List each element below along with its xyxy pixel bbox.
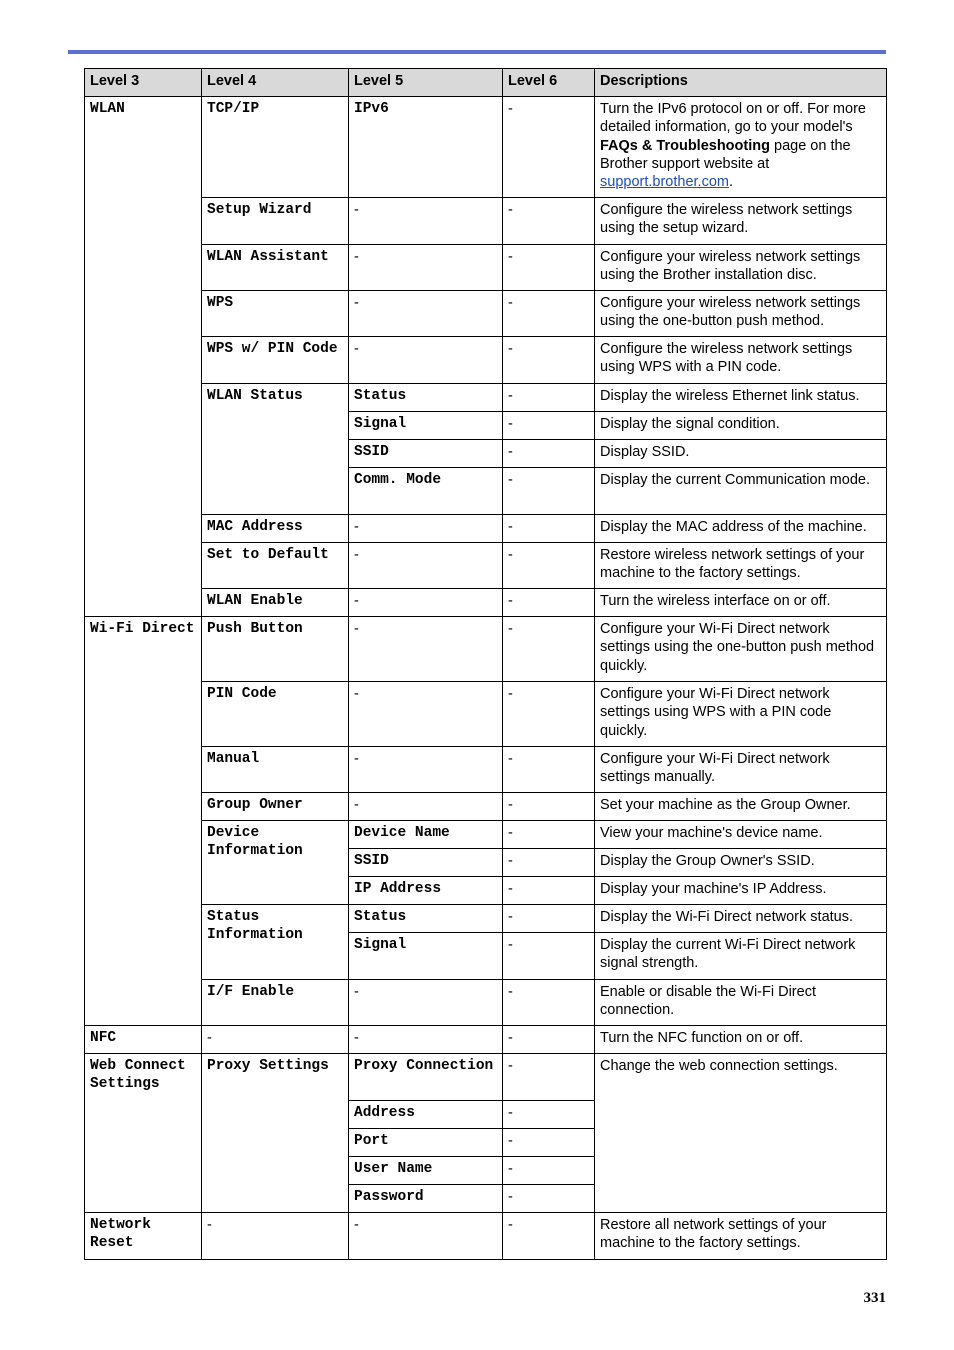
- level6-cell: -: [503, 468, 595, 515]
- level4-wps: WPS: [202, 291, 349, 337]
- description-cell: Configure your wireless network settings using the Brother installation disc.: [595, 245, 887, 291]
- level4-setup-wizard: Setup Wizard: [202, 198, 349, 245]
- level5-status: Status: [349, 905, 503, 933]
- table-row: [85, 747, 887, 793]
- level4-manual: Manual: [202, 747, 349, 793]
- level5-ssid: SSID: [349, 849, 503, 877]
- top-rule: [68, 50, 886, 54]
- table-row: [85, 337, 887, 384]
- level5-cell: -: [349, 1213, 503, 1260]
- level4-mac-address: MAC Address: [202, 515, 349, 543]
- level5-cell: -: [349, 337, 503, 384]
- level4-tcpip: TCP/IP: [202, 97, 349, 198]
- level6-cell: -: [503, 1157, 595, 1185]
- level6-cell: -: [503, 617, 595, 682]
- level5-ipv6: IPv6: [349, 97, 503, 198]
- table-row: [85, 793, 887, 821]
- description-cell: Set your machine as the Group Owner.: [595, 793, 887, 821]
- table-row: [85, 1026, 887, 1054]
- level6-cell: -: [503, 877, 595, 905]
- level5-cell: -: [349, 1026, 503, 1054]
- level4-wlan-enable: WLAN Enable: [202, 589, 349, 617]
- table-row: [85, 1054, 887, 1101]
- level5-proxy-connection: Proxy Connection: [349, 1054, 503, 1101]
- faqs-bold-text: FAQs & Troubleshooting: [600, 137, 770, 154]
- level5-ip-address: IP Address: [349, 877, 503, 905]
- table-row: [85, 821, 887, 849]
- level6-cell: -: [503, 198, 595, 245]
- level5-status: Status: [349, 384, 503, 412]
- table-row: [85, 905, 887, 933]
- header-level5: Level 5: [349, 69, 503, 97]
- level6-cell: -: [503, 1185, 595, 1213]
- description-cell: Configure the wireless network settings using the setup wizard.: [595, 198, 887, 245]
- level3-web-connect-settings: Web Connect Settings: [85, 1054, 202, 1213]
- level6-cell: -: [503, 849, 595, 877]
- level4-set-to-default: Set to Default: [202, 543, 349, 589]
- desc-text: .: [728, 174, 733, 191]
- description-cell: Display your machine's IP Address.: [595, 877, 887, 905]
- level5-password: Password: [349, 1185, 503, 1213]
- settings-table: [84, 68, 887, 1260]
- description-cell: Display SSID.: [595, 440, 887, 468]
- level3-wifi-direct: Wi-Fi Direct: [85, 617, 202, 1026]
- level5-cell: -: [349, 515, 503, 543]
- page-number: 331: [863, 1290, 886, 1306]
- header-row: [85, 69, 887, 97]
- level5-cell: -: [349, 291, 503, 337]
- level3-wlan: WLAN: [85, 97, 202, 617]
- level6-cell: -: [503, 1026, 595, 1054]
- level6-cell: -: [503, 97, 595, 198]
- level5-cell: -: [349, 245, 503, 291]
- description-cell: Display the MAC address of the machine.: [595, 515, 887, 543]
- level3-network-reset: Network Reset: [85, 1213, 202, 1260]
- level5-address: Address: [349, 1101, 503, 1129]
- level4-push-button: Push Button: [202, 617, 349, 682]
- description-ipv6: [595, 97, 887, 198]
- table-row: [85, 1213, 887, 1260]
- level6-cell: -: [503, 821, 595, 849]
- level6-cell: -: [503, 1213, 595, 1260]
- level5-cell: -: [349, 980, 503, 1026]
- description-cell: Configure your Wi-Fi Direct network settings manually.: [595, 747, 887, 793]
- description-cell: Configure your wireless network settings using the one-button push method.: [595, 291, 887, 337]
- table-row: [85, 384, 887, 412]
- description-cell: Enable or disable the Wi-Fi Direct connection.: [595, 980, 887, 1026]
- level6-cell: -: [503, 1054, 595, 1101]
- level4-if-enable: I/F Enable: [202, 980, 349, 1026]
- level4-wlan-status: WLAN Status: [202, 384, 349, 515]
- table-row: [85, 682, 887, 747]
- header-level3: Level 3: [85, 69, 202, 97]
- level4-device-information: Device Information: [202, 821, 349, 905]
- level6-cell: -: [503, 682, 595, 747]
- level4-wlan-assistant: WLAN Assistant: [202, 245, 349, 291]
- level6-cell: -: [503, 515, 595, 543]
- level6-cell: -: [503, 747, 595, 793]
- table-row: [85, 980, 887, 1026]
- table-row: [85, 515, 887, 543]
- level6-cell: -: [503, 291, 595, 337]
- description-cell: Restore all network settings of your machine to the factory settings.: [595, 1213, 887, 1260]
- level6-cell: -: [503, 384, 595, 412]
- level4-wps-pin: WPS w/ PIN Code: [202, 337, 349, 384]
- description-cell: Display the wireless Ethernet link status.: [595, 384, 887, 412]
- description-cell: Turn the NFC function on or off.: [595, 1026, 887, 1054]
- level6-cell: -: [503, 543, 595, 589]
- level6-cell: -: [503, 933, 595, 980]
- description-cell: Turn the wireless interface on or off.: [595, 589, 887, 617]
- level6-cell: -: [503, 980, 595, 1026]
- level6-cell: -: [503, 793, 595, 821]
- description-cell: Configure the wireless network settings using WPS with a PIN code.: [595, 337, 887, 384]
- level6-cell: -: [503, 440, 595, 468]
- level5-cell: -: [349, 543, 503, 589]
- description-cell: Display the current Communication mode.: [595, 468, 887, 515]
- table-row: [85, 543, 887, 589]
- level5-signal: Signal: [349, 933, 503, 980]
- level5-cell: -: [349, 617, 503, 682]
- level6-cell: -: [503, 905, 595, 933]
- level4-group-owner: Group Owner: [202, 793, 349, 821]
- level5-ssid: SSID: [349, 440, 503, 468]
- description-cell: Display the signal condition.: [595, 412, 887, 440]
- description-cell: Restore wireless network settings of your machine to the factory settings.: [595, 543, 887, 589]
- table-row: [85, 291, 887, 337]
- level5-port: Port: [349, 1129, 503, 1157]
- table-row: [85, 589, 887, 617]
- description-cell: View your machine's device name.: [595, 821, 887, 849]
- description-cell: Display the Wi-Fi Direct network status.: [595, 905, 887, 933]
- level5-cell: -: [349, 747, 503, 793]
- table-row: [85, 198, 887, 245]
- desc-text: Turn the IPv6 protocol on or off. For more detailed information, go to your model's: [600, 101, 866, 136]
- description-cell: Configure your Wi-Fi Direct network settings using WPS with a PIN code quickly.: [595, 682, 887, 747]
- level6-cell: -: [503, 245, 595, 291]
- level6-cell: -: [503, 589, 595, 617]
- level4-pin-code: PIN Code: [202, 682, 349, 747]
- desc-text: page on the Brother support website at: [600, 137, 851, 172]
- level4-status-information: Status Information: [202, 905, 349, 980]
- support-link[interactable]: support.brother.com: [600, 174, 729, 191]
- level6-cell: -: [503, 337, 595, 384]
- level5-cell: -: [349, 589, 503, 617]
- header-descriptions: Descriptions: [595, 69, 887, 97]
- level6-cell: -: [503, 1101, 595, 1129]
- level6-cell: -: [503, 412, 595, 440]
- table-row: [85, 245, 887, 291]
- description-cell: Configure your Wi-Fi Direct network settings using the one-button push method quickly.: [595, 617, 887, 682]
- header-level6: Level 6: [503, 69, 595, 97]
- level5-comm-mode: Comm. Mode: [349, 468, 503, 515]
- description-cell: Display the Group Owner's SSID.: [595, 849, 887, 877]
- description-cell: Change the web connection settings.: [595, 1054, 887, 1213]
- level5-cell: -: [349, 682, 503, 747]
- level4-cell: -: [202, 1213, 349, 1260]
- level6-cell: -: [503, 1129, 595, 1157]
- table-row: [85, 617, 887, 682]
- level5-device-name: Device Name: [349, 821, 503, 849]
- level5-signal: Signal: [349, 412, 503, 440]
- description-cell: Display the current Wi-Fi Direct network signal strength.: [595, 933, 887, 980]
- level5-cell: -: [349, 198, 503, 245]
- level3-nfc: NFC: [85, 1026, 202, 1054]
- table-row: [85, 97, 887, 198]
- level4-cell: -: [202, 1026, 349, 1054]
- level4-proxy-settings: Proxy Settings: [202, 1054, 349, 1213]
- level5-user-name: User Name: [349, 1157, 503, 1185]
- header-level4: Level 4: [202, 69, 349, 97]
- level5-cell: -: [349, 793, 503, 821]
